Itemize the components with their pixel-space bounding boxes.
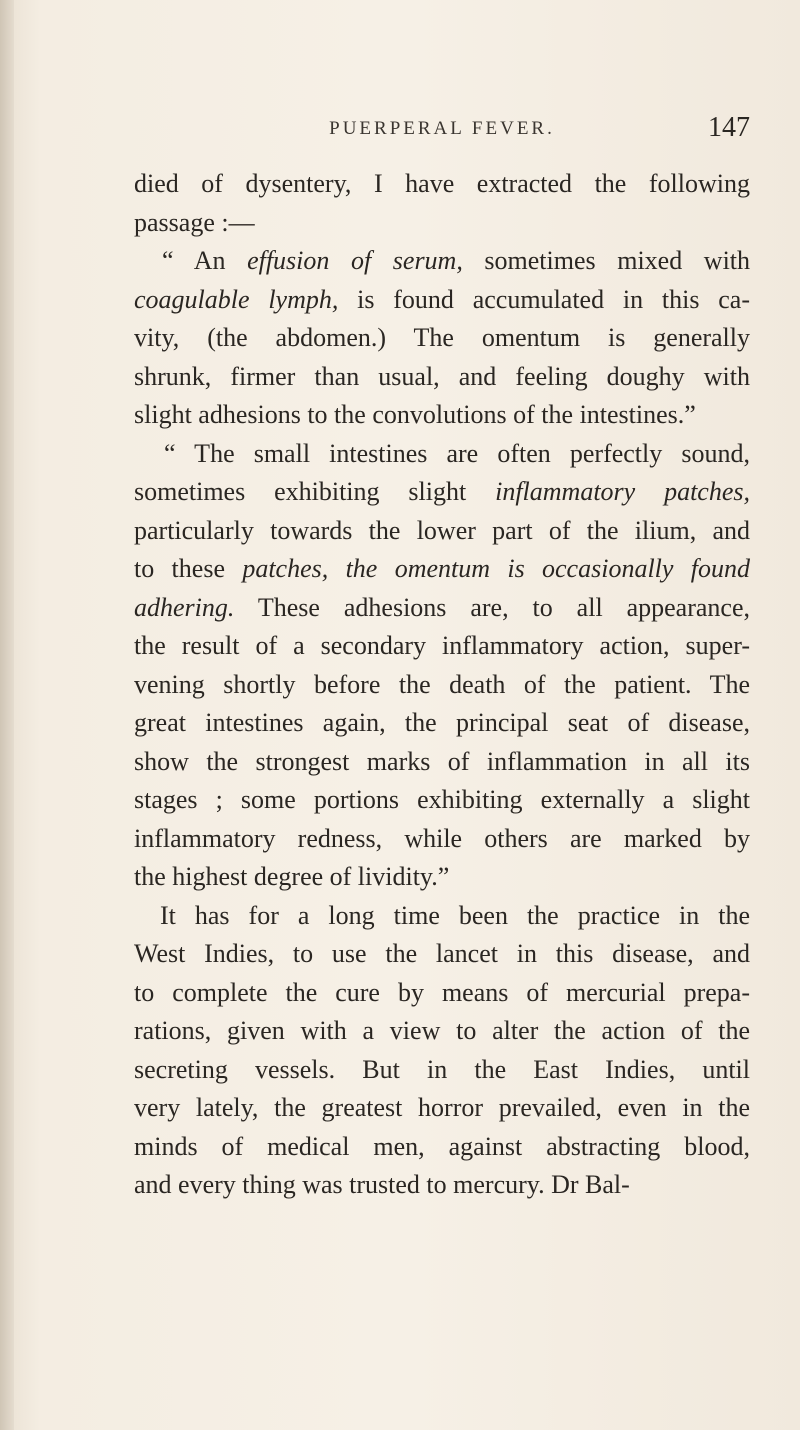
text-line	[134, 1051, 750, 1090]
page-header	[134, 112, 750, 156]
italic-run: patches, the omentum is occasionally found	[242, 554, 750, 583]
text-run: secreting vessels. But in the East Indies, until	[134, 1054, 750, 1084]
body-text	[134, 165, 750, 1205]
text-line	[134, 666, 750, 705]
text-run: shrunk, firmer than usual, and feeling doughy with	[134, 361, 750, 391]
running-head: PUERPERAL FEVER.	[329, 118, 555, 139]
text-line	[134, 1012, 750, 1051]
text-line	[134, 704, 750, 743]
text-run: “ An	[162, 246, 248, 275]
text-run: great intestines again, the principal seat of disease,	[134, 708, 750, 737]
text-run: died of dysentery, I have extracted the following	[134, 169, 750, 198]
text-run: vity, (the abdomen.) The omentum is generally	[134, 323, 750, 352]
italic-run: effusion of serum,	[247, 246, 463, 275]
italic-run: coagulable lymph,	[134, 284, 339, 314]
text-line	[134, 473, 750, 512]
text-run: to complete the cure by means of mercurial prepa-	[134, 977, 750, 1007]
text-line	[134, 935, 750, 974]
text-line	[134, 820, 750, 859]
italic-run: adhering.	[134, 592, 235, 622]
text-run: rations, given with a view to alter the action of the	[134, 1016, 750, 1045]
text-run: minds of medical men, against abstracting blood,	[134, 1131, 750, 1161]
text-line	[134, 550, 750, 589]
text-line	[134, 396, 750, 435]
text-run: sometimes exhibiting slight	[134, 477, 496, 506]
text-line	[134, 974, 750, 1013]
text-line	[134, 165, 750, 204]
text-line	[134, 781, 750, 820]
text-line	[134, 319, 750, 358]
text-line	[134, 589, 750, 628]
text-run: is found accumulated in this ca-	[338, 284, 750, 314]
text-line	[134, 358, 750, 397]
text-run: “ The small intestines are often perfectly sound,	[164, 438, 750, 468]
text-run: particularly towards the lower part of the ilium, and	[134, 515, 750, 545]
text-run: very lately, the greatest horror prevailed, even in the	[134, 1093, 750, 1122]
text-line	[134, 1166, 750, 1205]
page-number: 147	[708, 112, 750, 143]
text-line	[134, 512, 750, 551]
text-line	[134, 743, 750, 782]
text-line	[134, 627, 750, 666]
text-line	[134, 204, 750, 243]
text-run: show the strongest marks of inflammation in all its	[134, 746, 750, 776]
text-line	[134, 1089, 750, 1128]
text-run: West Indies, to use the lancet in this disease, and	[134, 939, 750, 968]
text-line	[134, 435, 750, 474]
text-run: and every thing was trusted to mercury. Dr Bal-	[134, 1170, 630, 1199]
text-run: sometimes mixed with	[462, 246, 751, 275]
binding-shadow	[0, 0, 14, 1430]
text-run: the highest degree of lividity.”	[134, 862, 450, 891]
text-run: These adhesions are, to all appearance,	[234, 592, 750, 622]
text-line	[134, 281, 750, 320]
text-run: vening shortly before the death of the patient. The	[134, 669, 750, 699]
text-run: inflammatory redness, while others are marked by	[134, 823, 750, 853]
text-run: It has for a long time been the practice in the	[160, 900, 750, 930]
text-run: stages ; some portions exhibiting externally a slight	[134, 785, 750, 814]
text-line	[134, 897, 750, 936]
text-line	[134, 1128, 750, 1167]
text-run: to these	[134, 554, 243, 583]
text-run: the result of a secondary inflammatory action, super-	[134, 631, 750, 660]
italic-run: inflammatory patches,	[495, 477, 751, 506]
text-run: slight adhesions to the convolutions of the intestines.”	[134, 400, 696, 429]
text-run: passage :—	[134, 207, 255, 237]
text-line	[134, 858, 750, 897]
text-line	[134, 242, 750, 281]
